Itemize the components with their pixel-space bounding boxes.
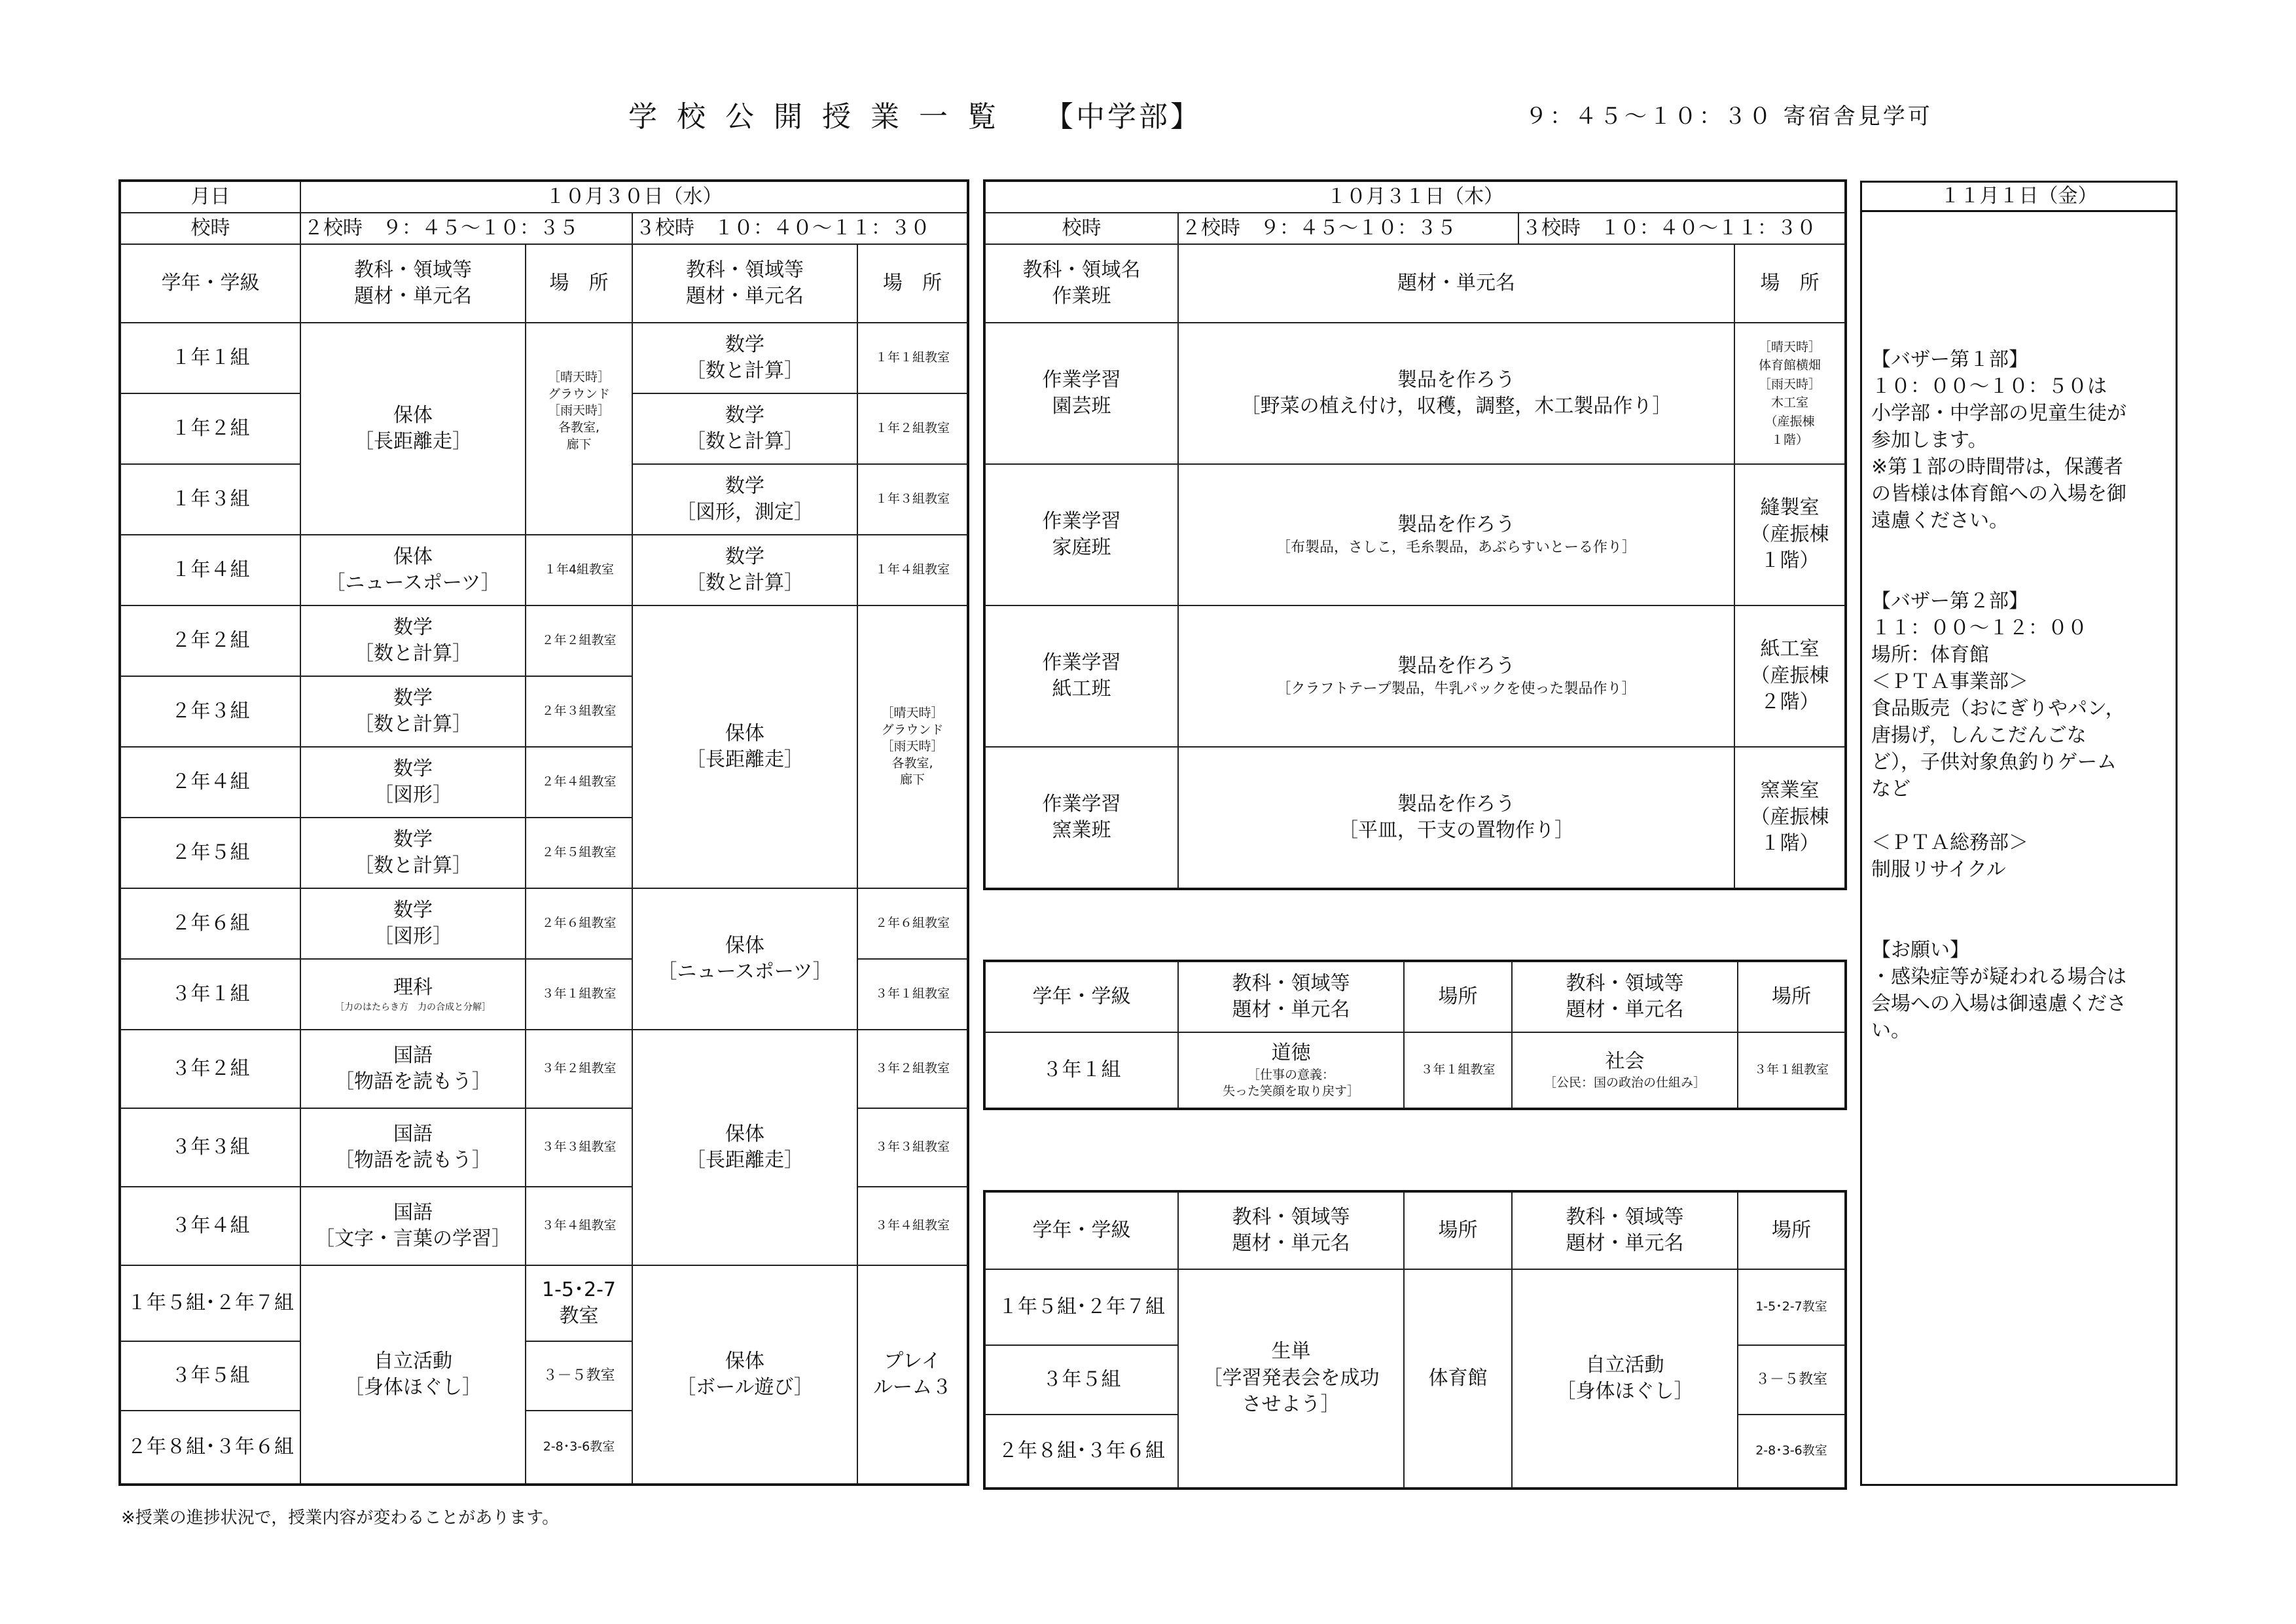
place-cell: ２年３組教室 [526,676,632,747]
notes-line: 遠慮ください。 [1871,509,2009,532]
notes-line: 食品販売（おにぎりやパン， [1871,697,2125,720]
class-cell: ２年８組･３年６組 [985,1415,1178,1488]
place-cell: 体育館 [1404,1269,1512,1488]
class-cell: ３年１組 [985,1032,1178,1108]
work-place-cell: 縫製室 （産振棟 １階） [1734,464,1845,605]
place-cell: ３年２組教室 [526,1030,632,1108]
place-cell: ３－５教室 [1738,1345,1845,1415]
notes-line: など [1871,778,1910,801]
place-cell: ［晴天時］ グラウンド ［雨天時］ 各教室, 廊下 [857,605,967,888]
work-topic-cell: 製品を作ろう ［布製品，さしこ，毛糸製品，あぶらすいとーる作り］ [1178,464,1734,605]
notes-line: 制服リサイクル [1871,858,2006,881]
schedule-table-oct31-combined [984,1191,1846,1489]
col-subject-header-p2: 教科・領域等 題材・単元名 [1178,962,1404,1032]
notes-line: １０：００～１０：５０は [1871,375,2107,398]
notes-line: ＜ＰＴＡ事業部＞ [1871,670,2028,693]
col-place-header: 場 所 [1734,244,1845,323]
notes-line: 会場への入場は御遠慮くださ [1871,992,2126,1015]
place-cell: ３年１組教室 [857,959,967,1030]
schedule-table-oct31-class31 [984,961,1846,1109]
notes-line: ※第１部の時間帯は，保護者 [1871,456,2124,478]
place-cell: ３年４組教室 [526,1187,632,1265]
header-date-oct31: １０月３１日（木） [985,181,1845,213]
col-subject-header-p2: 教科・領域等 題材・単元名 [1178,1192,1404,1269]
class-cell: １年１組 [120,323,300,393]
place-cell: ２年２組教室 [526,605,632,676]
place-cell: ３年１組教室 [526,959,632,1030]
work-subject-cell: 作業学習 窯業班 [985,747,1178,888]
col-place-header-p2: 場所 [1404,1192,1512,1269]
work-place-cell: 窯業室 （産振棟 １階） [1734,747,1845,888]
class-cell: １年４組 [120,535,300,605]
lesson-cell: 道徳 ［仕事の意義： 失った笑顔を取り戻す］ [1178,1032,1404,1108]
notes-line: ・感染症等が疑われる場合は [1871,965,2126,988]
schedule-table-oct30 [120,181,968,1485]
notes-line: 【お願い】 [1871,939,1969,962]
work-place-cell: ［晴天時］ 体育館横畑 ［雨天時］ 木工室 （産振棟 １階） [1734,323,1845,464]
notes-line: ＜ＰＴＡ総務部＞ [1871,831,2028,854]
place-cell: １年１組教室 [857,323,967,393]
notes-line: の皆様は体育館への入場を御 [1871,482,2126,505]
lesson-cell: 保体 ［ニュースポーツ］ [632,888,857,1030]
header-period3: ３校時 １０：４０～１１：３０ [632,213,967,244]
work-subject-cell: 作業学習 紙工班 [985,605,1178,747]
class-cell: ３年５組 [120,1341,300,1411]
place-cell: ３年３組教室 [526,1108,632,1187]
class-cell: ３年４組 [120,1187,300,1265]
notes-line: い。 [1871,1019,1910,1042]
lesson-cell: 保体 ［ニュースポーツ］ [300,535,526,605]
header-period-label: 校時 [120,213,300,244]
place-cell: ３年３組教室 [857,1108,967,1187]
class-cell: ２年４組 [120,747,300,818]
header-date-label: 月日 [120,181,300,213]
lesson-cell: 数学 ［数と計算］ [632,323,857,393]
footnote: ※授業の進捗状況で，授業内容が変わることがあります。 [121,1508,560,1528]
class-cell: ２年６組 [120,888,300,959]
class-cell: １年３組 [120,464,300,535]
col-class-header: 学年・学級 [985,1192,1178,1269]
lesson-cell: 数学 ［数と計算］ [632,393,857,464]
col-subject-header-p2: 教科・領域等 題材・単元名 [300,244,526,323]
class-cell: ２年８組･３年６組 [120,1411,300,1484]
col-subject-header-p3: 教科・領域等 題材・単元名 [1512,962,1738,1032]
bazaar-notes-panel [1860,181,2178,1486]
lesson-cell: 保体 ［長距離走］ [300,323,526,535]
lesson-cell: 自立活動 ［身体ほぐし］ [300,1265,526,1484]
place-cell: １年３組教室 [857,464,967,535]
lesson-cell: 数学 ［数と計算］ [632,535,857,605]
class-cell: １年５組･２年７組 [120,1265,300,1341]
place-cell: ３－５教室 [526,1341,632,1411]
lesson-cell: 数学 ［数と計算］ [300,676,526,747]
col-subject-header-p3: 教科・領域等 題材・単元名 [632,244,857,323]
work-topic-cell: 製品を作ろう ［クラフトテープ製品，牛乳パックを使った製品作り］ [1178,605,1734,747]
notes-line: 参加します。 [1871,429,1988,452]
col-place-header-p2: 場所 [1404,962,1512,1032]
class-cell: １年５組･２年７組 [985,1269,1178,1345]
lesson-cell: 理科 ［力のはたらき方 力の合成と分解］ [300,959,526,1030]
col-class-header: 学年・学級 [985,962,1178,1032]
class-cell: ３年１組 [120,959,300,1030]
place-cell: １年２組教室 [857,393,967,464]
col-place-header-p3: 場所 [1738,962,1845,1032]
place-cell: ３年４組教室 [857,1187,967,1265]
header-period2: ２校時 ９：４５～１０：３５ [300,213,632,244]
col-subject-header: 教科・領域名 作業班 [985,244,1178,323]
lesson-cell: 自立活動 ［身体ほぐし］ [1512,1269,1738,1488]
col-topic-header: 題材・単元名 [1178,244,1734,323]
place-cell: ３年１組教室 [1738,1032,1845,1108]
header-date-nov1: １１月１日（金） [1860,181,2178,212]
lesson-cell: 保体 ［長距離走］ [632,1030,857,1265]
lesson-cell: 国語 ［物語を読もう］ [300,1108,526,1187]
place-cell: １年４組教室 [857,535,967,605]
lesson-cell: 数学 ［図形］ [300,747,526,818]
dormitory-visit-note: ９：４５～１０：３０ 寄宿舎見学可 [1525,103,1933,130]
work-topic-cell: 製品を作ろう ［平皿，干支の置物作り］ [1178,747,1734,888]
class-cell: １年２組 [120,393,300,464]
header-period3: ３校時 １０：４０～１１：３０ [1518,213,1845,244]
class-cell: ２年５組 [120,818,300,888]
notes-line: ど），子供対象魚釣りゲーム [1871,751,2117,774]
page-title: 学校公開授業一覧 【中学部】 [628,100,1202,134]
place-cell: ２年４組教室 [526,747,632,818]
place-cell: ２年６組教室 [526,888,632,959]
header-date-oct30: １０月３０日（水） [300,181,967,213]
class-cell: ２年２組 [120,605,300,676]
work-subject-cell: 作業学習 家庭班 [985,464,1178,605]
col-place-header-p2: 場 所 [526,244,632,323]
place-cell: ３年１組教室 [1404,1032,1512,1108]
header-period2: ２校時 ９：４５～１０：３５ [1178,213,1518,244]
place-cell: 1-5･2-7 教室 [526,1265,632,1341]
place-cell: 1-5･2-7教室 [1738,1269,1845,1345]
header-period-label: 校時 [985,213,1178,244]
notes-line: 場所：体育館 [1871,643,1989,666]
lesson-cell: 保体 ［長距離走］ [632,605,857,888]
class-cell: ２年３組 [120,676,300,747]
notes-line: 小学部・中学部の児童生徒が [1871,402,2126,425]
schedule-table-oct31-work [984,181,1846,889]
class-cell: ３年５組 [985,1345,1178,1415]
lesson-cell: 国語 ［文字・言葉の学習］ [300,1187,526,1265]
lesson-cell: 保体 ［ボール遊び］ [632,1265,857,1484]
class-cell: ３年２組 [120,1030,300,1108]
col-class-header: 学年・学級 [120,244,300,323]
lesson-cell: 数学 ［数と計算］ [300,605,526,676]
col-place-header-p3: 場所 [1738,1192,1845,1269]
lesson-cell: 社会 ［公民：国の政治の仕組み］ [1512,1032,1738,1108]
notes-line: １１：００～１２：００ [1871,617,2087,640]
place-cell: 2-8･3-6教室 [526,1411,632,1484]
class-cell: ３年３組 [120,1108,300,1187]
lesson-cell: 生単 ［学習発表会を成功 させよう］ [1178,1269,1404,1488]
place-cell: 2-8･3-6教室 [1738,1415,1845,1488]
lesson-cell: 国語 ［物語を読もう］ [300,1030,526,1108]
notes-line: 【バザー第２部】 [1871,590,2028,613]
notes-line: 【バザー第１部】 [1871,348,2028,371]
place-cell: ［晴天時］ グラウンド ［雨天時］ 各教室, 廊下 [526,323,632,535]
place-cell: プレイ ルーム３ [857,1265,967,1484]
col-place-header-p3: 場 所 [857,244,967,323]
place-cell: ２年６組教室 [857,888,967,959]
notes-line: 唐揚げ，しんこだんごな [1871,724,2087,747]
work-topic-cell: 製品を作ろう ［野菜の植え付け，収穫，調整，木工製品作り］ [1178,323,1734,464]
lesson-cell: 数学 ［図形，測定］ [632,464,857,535]
place-cell: ３年２組教室 [857,1030,967,1108]
lesson-cell: 数学 ［数と計算］ [300,818,526,888]
col-subject-header-p3: 教科・領域等 題材・単元名 [1512,1192,1738,1269]
lesson-cell: 数学 ［図形］ [300,888,526,959]
place-cell: １年4組教室 [526,535,632,605]
work-subject-cell: 作業学習 園芸班 [985,323,1178,464]
place-cell: ２年５組教室 [526,818,632,888]
work-place-cell: 紙工室 （産振棟 ２階） [1734,605,1845,747]
